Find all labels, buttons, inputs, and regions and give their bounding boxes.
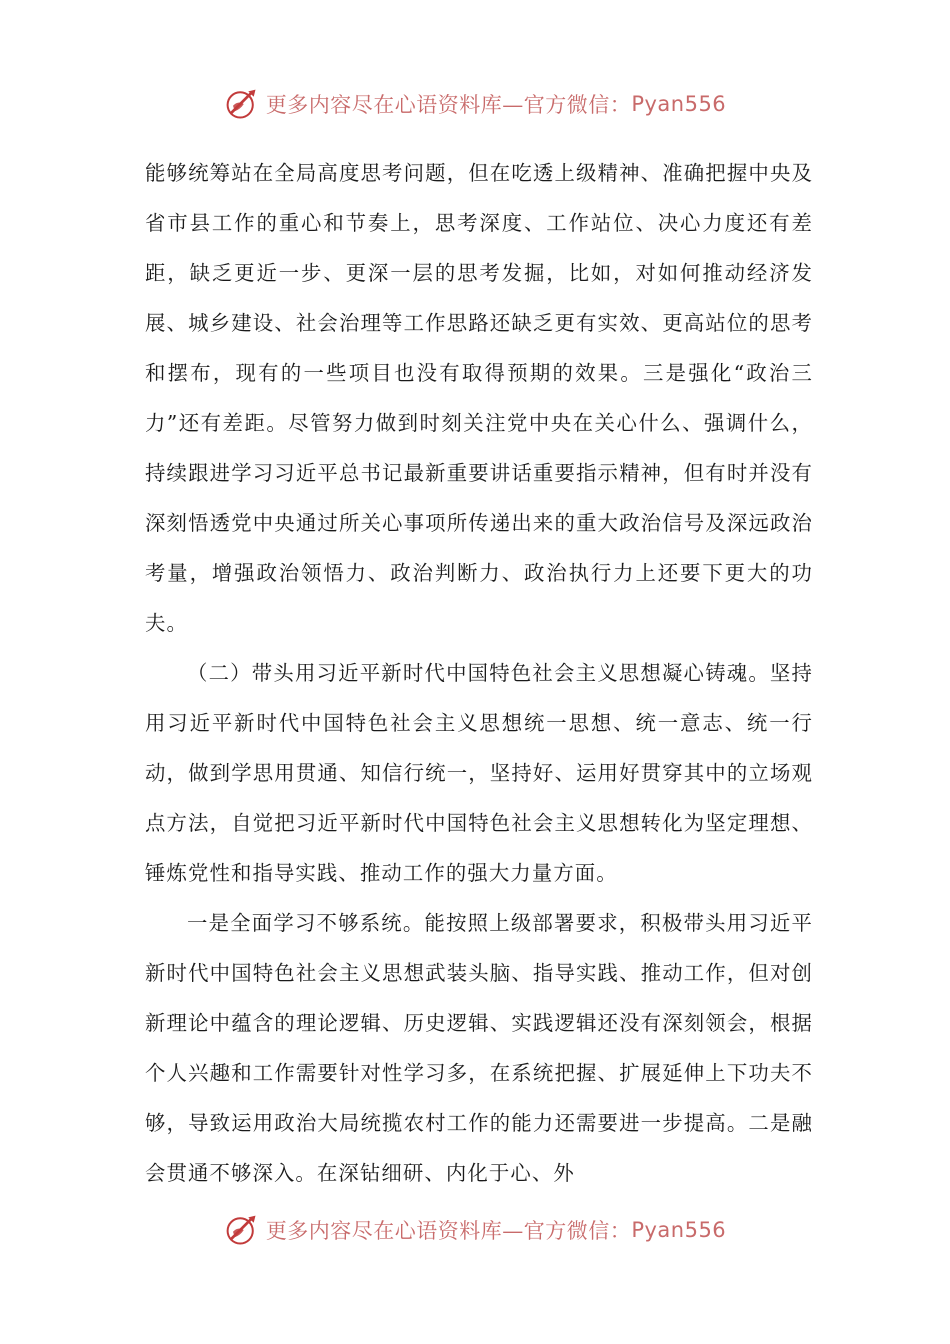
document-body <box>145 148 813 1198</box>
paragraph-1: 能够统筹站在全局高度思考问题，但在吃透上级精神、准确把握中央及省市县工作的重心和节奏上，思考深度、工作站位、决心力度还有差距，缺乏更近一步、更深一层的思考发掘，比如，对如何推动经济发展、城乡建设、社会治理等工作思路还缺乏更有实效、更高站位的思考和摆布，现有的一些项目也没有取得预期的效果。三是强化“政治三力”还有差距。尽管努力做到时刻关注党中央在关心什么、强调什么，持续跟进学习习近平总书记最新重要讲话重要指示精神，但有时并没有深刻悟透党中央通过所关心事项所传递出来的重大政治信号及深远政治考量，增强政治领悟力、政治判断力、政治执行力上还要下更大的功夫。 <box>145 161 813 635</box>
watermark-text: 更多内容尽在心语资料库—官方微信： <box>265 93 632 117</box>
wechat-id: Pyan556 <box>631 92 727 116</box>
footer-watermark <box>0 1208 950 1252</box>
pen-logo-icon <box>224 86 260 122</box>
header-watermark <box>0 82 950 126</box>
paragraph-3: 一是全面学习不够系统。能按照上级部署要求，积极带头用习近平新时代中国特色社会主义思想武装头脑、指导实践、推动工作，但对创新理论中蕴含的理论逻辑、历史逻辑、实践逻辑还没有深刻领会，根据个人兴趣和工作需要针对性学习多，在系统把握、扩展延伸上下功夫不够，导致运用政治大局统揽农村工作的能力还需要进一步提高。二是融会贯通不够深入。在深钻细研、内化于心、外 <box>145 911 813 1185</box>
pen-logo-icon <box>224 1212 260 1248</box>
paragraph-2: （二）带头用习近平新时代中国特色社会主义思想凝心铸魂。坚持用习近平新时代中国特色社会主义思想统一思想、统一意志、统一行动，做到学思用贯通、知信行统一，坚持好、运用好贯穿其中的立场观点方法，自觉把习近平新时代中国特色社会主义思想转化为坚定理想、锤炼党性和指导实践、推动工作的强大力量方面。 <box>145 661 813 885</box>
wechat-id: Pyan556 <box>631 1218 727 1242</box>
watermark-text: 更多内容尽在心语资料库—官方微信： <box>265 1219 632 1243</box>
